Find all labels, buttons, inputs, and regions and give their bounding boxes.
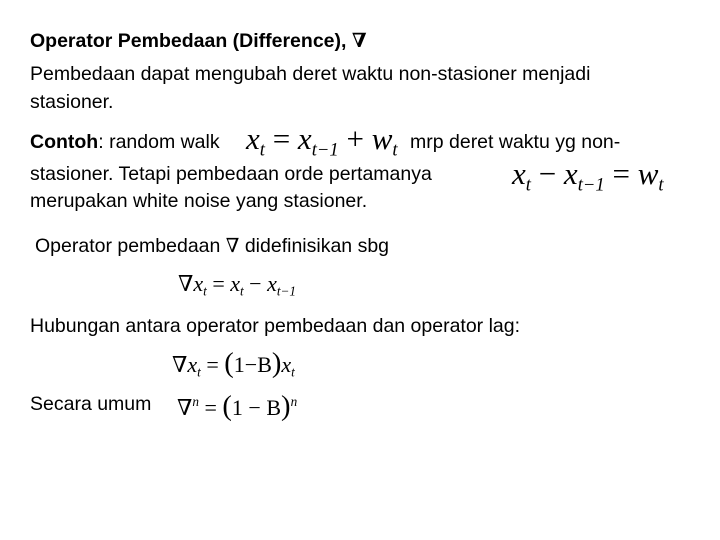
formula-paren: ( bbox=[222, 391, 232, 422]
example-line-1 bbox=[30, 130, 220, 154]
formula-op: + bbox=[338, 121, 372, 156]
formula-sub: t bbox=[259, 139, 265, 161]
first-difference-formula bbox=[512, 156, 664, 196]
example-line-1-text: : random walk bbox=[98, 131, 220, 153]
formula-exponent: n bbox=[192, 393, 199, 409]
formula-var: w bbox=[637, 156, 659, 191]
random-walk-formula bbox=[246, 121, 398, 161]
formula-number: 1 bbox=[231, 395, 243, 420]
formula-var: w bbox=[371, 121, 393, 156]
definition-line bbox=[35, 234, 389, 258]
formula-paren: ( bbox=[224, 348, 234, 379]
example-label: Contoh bbox=[30, 131, 99, 153]
formula-sub: t bbox=[658, 174, 664, 196]
relation-line: Hubungan antara operator pembedaan dan operator lag: bbox=[30, 315, 521, 337]
formula-var: x bbox=[512, 156, 526, 191]
formula-var: x bbox=[187, 352, 198, 377]
definition-text-post: didefinisikan sbg bbox=[239, 235, 390, 257]
formula-op: − bbox=[244, 352, 258, 377]
formula-var: x bbox=[563, 156, 578, 191]
slide-title bbox=[30, 29, 367, 53]
formula-op: = bbox=[206, 271, 231, 296]
example-line-2: stasioner. Tetapi pembedaan orde pertamanya bbox=[30, 163, 432, 185]
formula-nabla: ∇ bbox=[172, 353, 188, 378]
formula-number: 1 bbox=[233, 352, 245, 377]
formula-op: = bbox=[264, 121, 298, 156]
formula-paren: ) bbox=[281, 391, 291, 422]
formula-lag-operator: B bbox=[257, 352, 272, 377]
formula-op: = bbox=[604, 156, 638, 191]
formula-op: − bbox=[242, 395, 267, 420]
formula-nabla: ∇ bbox=[177, 396, 193, 421]
formula-op: = bbox=[200, 352, 225, 377]
formula-sub: t−1 bbox=[577, 174, 605, 196]
formula-sub: t bbox=[197, 364, 201, 380]
nabla-symbol: ∇ bbox=[225, 234, 240, 257]
formula-sub: t bbox=[240, 283, 244, 299]
slide-title-text: Operator Pembedaan (Difference), bbox=[30, 30, 352, 52]
formula-var: x bbox=[246, 121, 260, 156]
general-formula bbox=[177, 393, 297, 422]
formula-op: − bbox=[243, 271, 268, 296]
formula-sub: t bbox=[392, 139, 398, 161]
nabla-symbol: ∇ bbox=[351, 29, 367, 52]
intro-line-1: Pembedaan dapat mengubah deret waktu non-stasioner menjadi bbox=[30, 63, 591, 85]
formula-lag-operator: B bbox=[266, 395, 282, 420]
intro-line-2: stasioner. bbox=[30, 91, 114, 113]
definition-text-pre: Operator pembedaan bbox=[35, 235, 226, 257]
example-line-3: merupakan white noise yang stasioner. bbox=[30, 190, 368, 212]
formula-var: x bbox=[297, 121, 312, 156]
formula-op: − bbox=[530, 156, 564, 191]
formula-sub: t bbox=[291, 364, 295, 380]
formula-sub: t−1 bbox=[276, 283, 297, 299]
formula-nabla: ∇ bbox=[178, 272, 194, 297]
formula-exponent: n bbox=[290, 393, 298, 409]
formula-var: x bbox=[281, 352, 292, 377]
formula-op: = bbox=[198, 395, 223, 420]
lag-relation-formula bbox=[172, 350, 295, 379]
formula-paren: ) bbox=[271, 348, 282, 379]
formula-sub: t bbox=[525, 174, 531, 196]
formula-sub: t−1 bbox=[311, 139, 339, 161]
formula-sub: t bbox=[203, 283, 207, 299]
formula-var: x bbox=[230, 271, 240, 296]
formula-var: x bbox=[267, 271, 277, 296]
general-line: Secara umum bbox=[30, 393, 152, 415]
formula-var: x bbox=[193, 271, 204, 296]
example-line-1-after: mrp deret waktu yg non- bbox=[410, 131, 621, 153]
definition-formula bbox=[178, 271, 297, 299]
